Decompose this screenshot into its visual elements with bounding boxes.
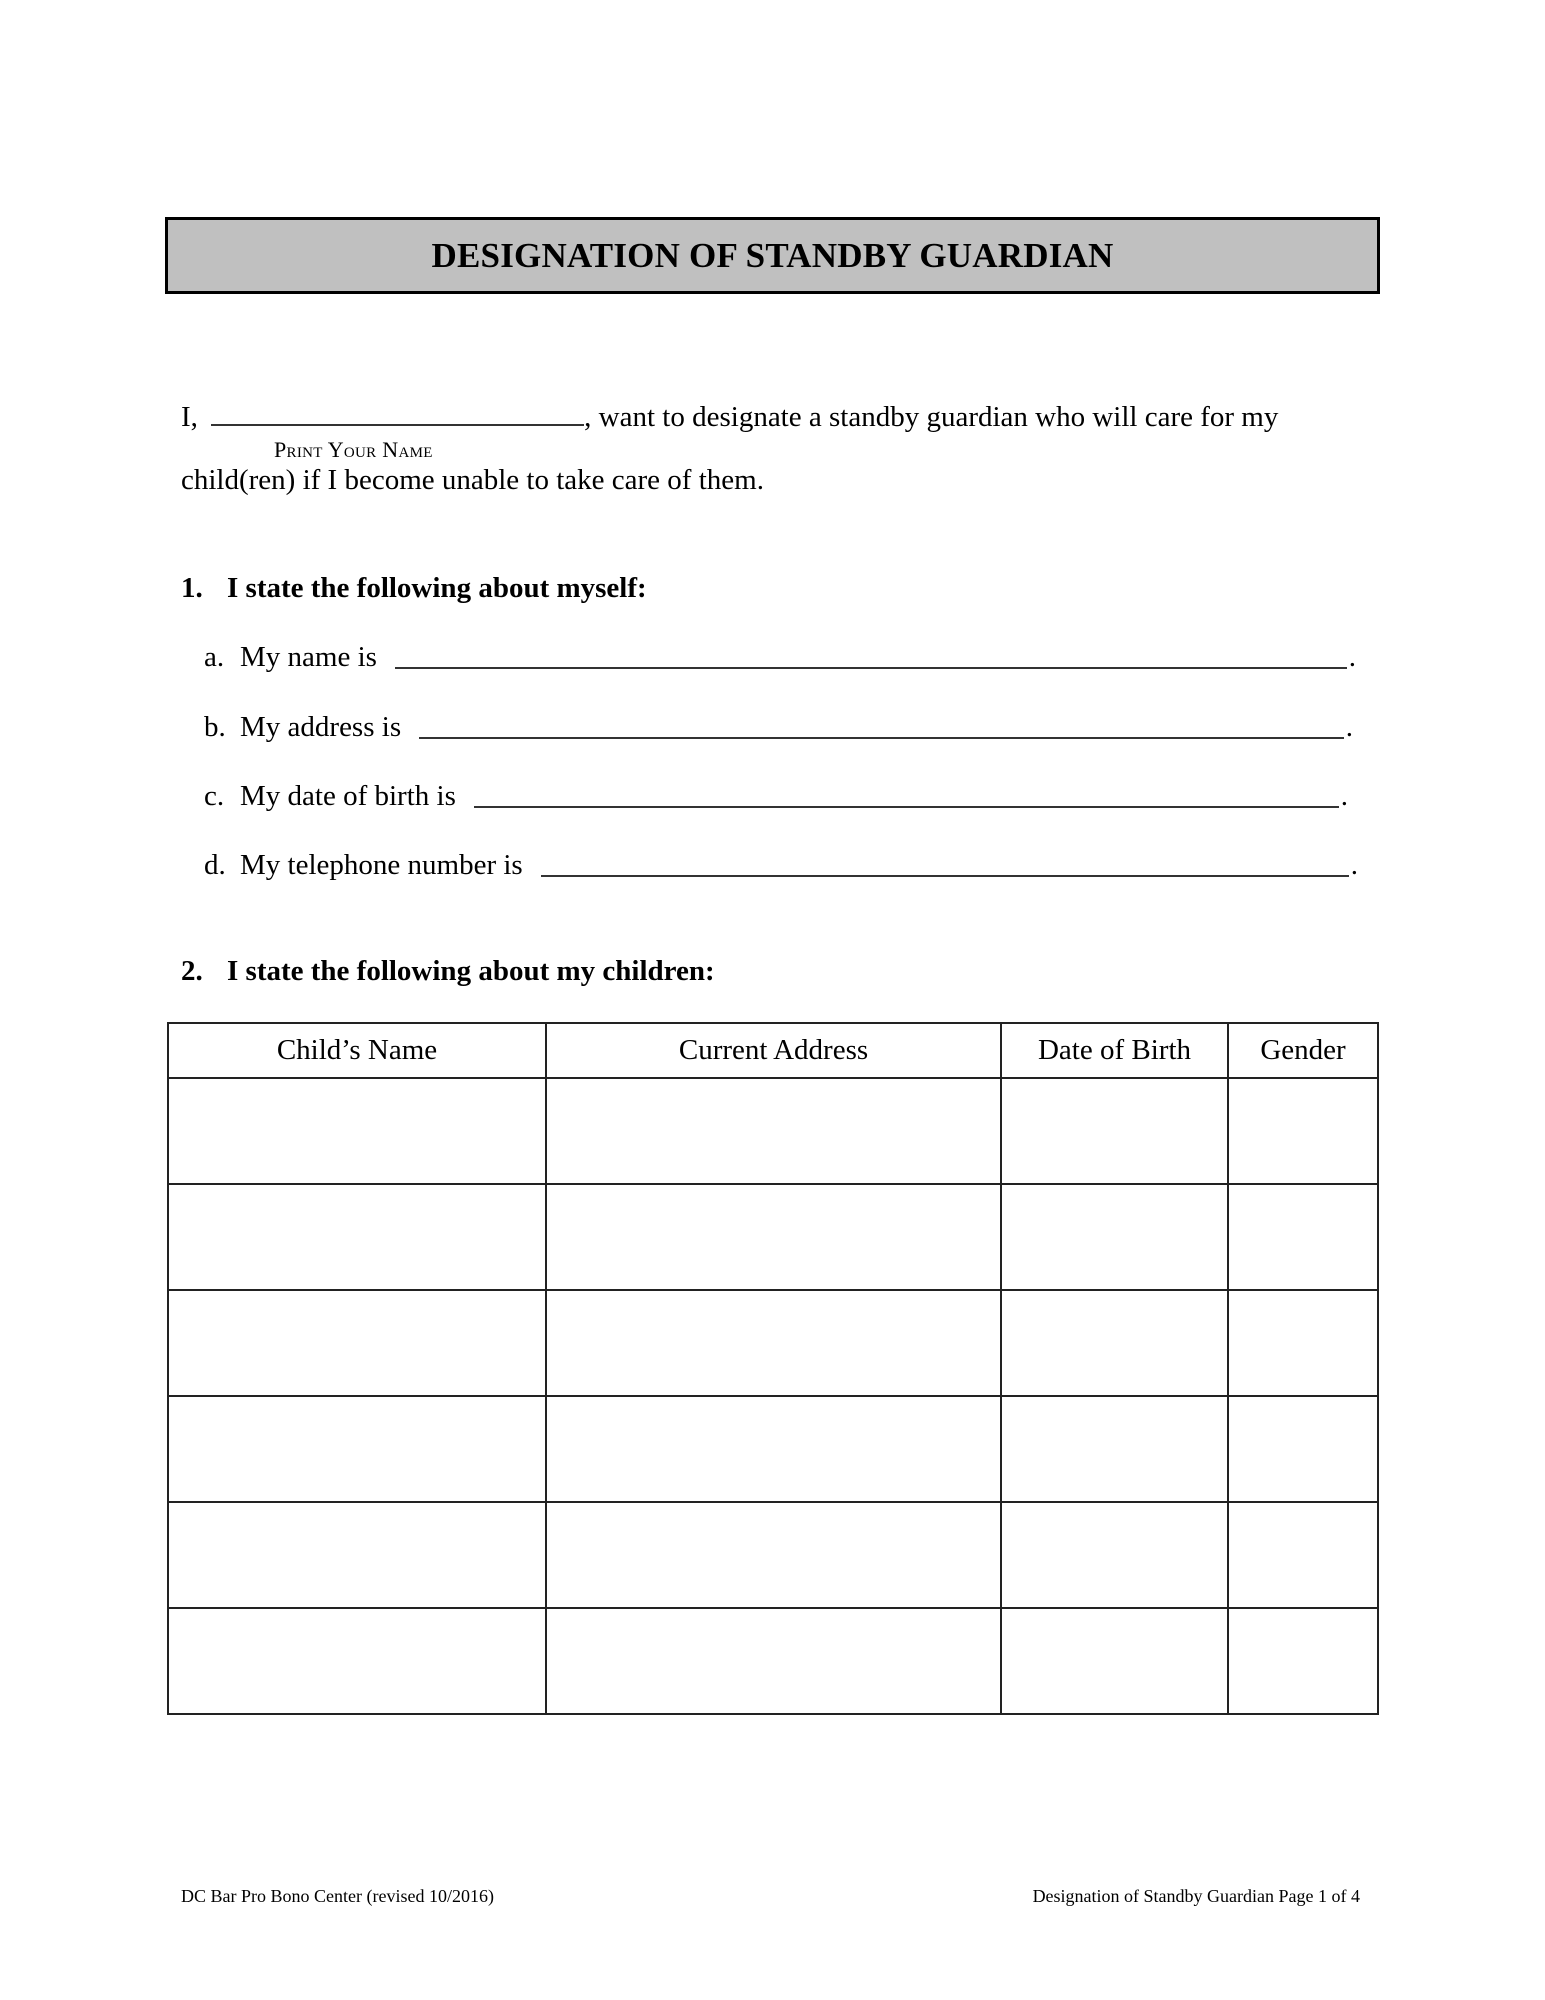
child-gender-cell[interactable]: [1228, 1502, 1378, 1608]
intro-suffix: , want to designate a standby guardian who will care for my: [584, 401, 1279, 433]
section-1-heading: [181, 572, 647, 605]
intro-line-1: [181, 403, 1278, 432]
child-address-cell[interactable]: [546, 1184, 1001, 1290]
self-address-row: [204, 711, 1353, 744]
print-name-field[interactable]: [211, 424, 584, 426]
child-dob-cell[interactable]: [1001, 1184, 1228, 1290]
child-gender-cell[interactable]: [1228, 1290, 1378, 1396]
section-2-heading: [181, 955, 715, 988]
item-label: My telephone number is: [240, 849, 523, 881]
child-name-cell[interactable]: [168, 1078, 546, 1184]
table-header-row: [168, 1023, 1378, 1078]
print-name-caption: Print Your Name: [274, 437, 433, 462]
child-address-cell[interactable]: [546, 1396, 1001, 1502]
item-letter: b.: [204, 711, 226, 743]
item-end: .: [1350, 849, 1358, 881]
title-box: [165, 217, 1380, 294]
child-gender-cell[interactable]: [1228, 1396, 1378, 1502]
intro-prefix: I,: [181, 401, 198, 433]
child-dob-cell[interactable]: [1001, 1290, 1228, 1396]
item-letter: a.: [204, 641, 225, 673]
child-dob-cell[interactable]: [1001, 1608, 1228, 1714]
child-name-cell[interactable]: [168, 1502, 546, 1608]
table-row: [168, 1078, 1378, 1184]
table-row: [168, 1290, 1378, 1396]
footer-left: DC Bar Pro Bono Center (revised 10/2016): [181, 1886, 494, 1906]
self-phone-row: [204, 849, 1358, 882]
child-address-cell[interactable]: [546, 1078, 1001, 1184]
self-name-field[interactable]: [395, 667, 1347, 669]
footer-right: Designation of Standby Guardian Page 1 of 4: [1032, 1886, 1360, 1906]
table-row: [168, 1502, 1378, 1608]
table-row: [168, 1184, 1378, 1290]
section-2-title: I state the following about my children:: [227, 955, 715, 987]
child-dob-cell[interactable]: [1001, 1078, 1228, 1184]
child-address-cell[interactable]: [546, 1502, 1001, 1608]
intro-line-2: child(ren) if I become unable to take care of them.: [181, 464, 764, 496]
column-header-childs-name: Child’s Name: [168, 1023, 546, 1078]
child-gender-cell[interactable]: [1228, 1184, 1378, 1290]
self-dob-row: [204, 780, 1348, 813]
child-dob-cell[interactable]: [1001, 1502, 1228, 1608]
self-phone-field[interactable]: [541, 875, 1349, 877]
item-label: My name is: [240, 641, 377, 673]
column-header-gender: Gender: [1228, 1023, 1378, 1078]
section-2-number: 2.: [181, 955, 203, 987]
item-end: .: [1348, 641, 1356, 673]
child-gender-cell[interactable]: [1228, 1078, 1378, 1184]
child-dob-cell[interactable]: [1001, 1396, 1228, 1502]
item-letter: d.: [204, 849, 226, 881]
section-1-number: 1.: [181, 572, 203, 604]
item-end: .: [1345, 711, 1353, 743]
item-label: My address is: [240, 711, 402, 743]
child-address-cell[interactable]: [546, 1290, 1001, 1396]
item-label: My date of birth is: [240, 780, 456, 812]
section-1-title: I state the following about myself:: [227, 572, 647, 604]
table-row: [168, 1396, 1378, 1502]
item-letter: c.: [204, 780, 225, 812]
table-row: [168, 1608, 1378, 1714]
child-address-cell[interactable]: [546, 1608, 1001, 1714]
child-name-cell[interactable]: [168, 1184, 546, 1290]
self-name-row: [204, 641, 1356, 674]
column-header-current-address: Current Address: [546, 1023, 1001, 1078]
children-table: [167, 1022, 1379, 1715]
item-end: .: [1340, 780, 1348, 812]
page-title: DESIGNATION OF STANDBY GUARDIAN: [431, 235, 1114, 275]
column-header-date-of-birth: Date of Birth: [1001, 1023, 1228, 1078]
self-dob-field[interactable]: [474, 806, 1339, 808]
child-name-cell[interactable]: [168, 1608, 546, 1714]
child-name-cell[interactable]: [168, 1396, 546, 1502]
child-gender-cell[interactable]: [1228, 1608, 1378, 1714]
self-address-field[interactable]: [419, 737, 1344, 739]
child-name-cell[interactable]: [168, 1290, 546, 1396]
